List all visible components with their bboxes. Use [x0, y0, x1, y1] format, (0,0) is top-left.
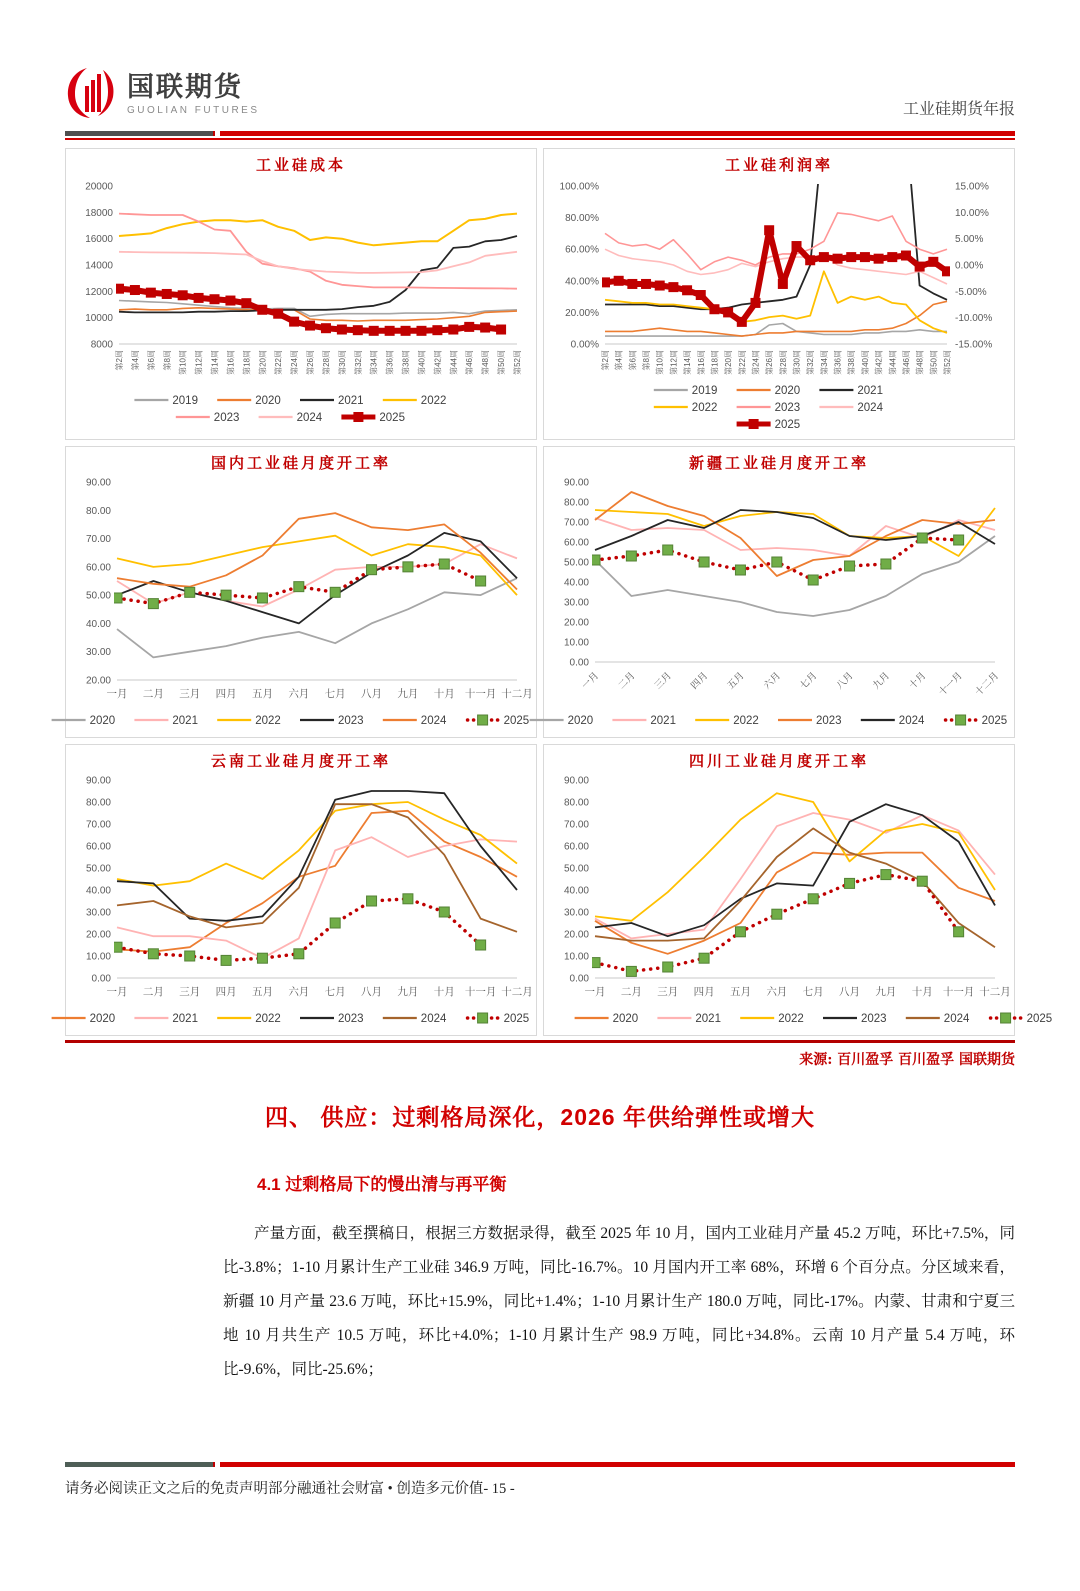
svg-text:四月: 四月	[688, 670, 711, 692]
svg-text:二月: 二月	[620, 986, 642, 998]
svg-text:90.00: 90.00	[85, 477, 111, 489]
svg-text:三月: 三月	[657, 986, 679, 998]
svg-text:六月: 六月	[288, 688, 310, 700]
svg-text:十二月: 十二月	[501, 688, 533, 700]
svg-text:九月: 九月	[397, 986, 419, 998]
svg-text:2023: 2023	[861, 1013, 887, 1025]
svg-text:2021: 2021	[338, 395, 364, 407]
svg-text:2022: 2022	[691, 402, 718, 414]
svg-text:20.00: 20.00	[563, 617, 589, 629]
svg-text:60.00: 60.00	[563, 841, 589, 853]
chart-title-xinjiang-rate: 新疆工业硅月度开工率	[688, 454, 869, 472]
svg-text:50.00: 50.00	[563, 863, 589, 875]
footer-rule	[65, 1462, 1015, 1467]
svg-text:12000: 12000	[85, 286, 113, 298]
svg-text:2025: 2025	[379, 412, 405, 424]
svg-text:0.00%: 0.00%	[570, 339, 599, 351]
svg-text:第32周: 第32周	[806, 350, 816, 375]
svg-text:第24周: 第24周	[290, 350, 300, 375]
svg-text:10.00: 10.00	[85, 951, 111, 963]
svg-text:80.00: 80.00	[563, 497, 589, 509]
profit-chart-canvas	[547, 176, 1009, 430]
svg-text:30.00: 30.00	[563, 907, 589, 919]
svg-text:七月: 七月	[802, 986, 824, 998]
logo-name-cn: 国联期货	[127, 71, 243, 102]
svg-text:2022: 2022	[255, 1013, 281, 1025]
svg-text:2022: 2022	[255, 715, 281, 727]
svg-text:第36周: 第36周	[833, 350, 843, 375]
svg-text:十一月: 十一月	[464, 688, 497, 700]
yunnan-rate-chart-canvas	[69, 772, 531, 1026]
svg-text:第50周: 第50周	[929, 350, 939, 375]
svg-text:七月: 七月	[324, 986, 346, 998]
svg-text:2023: 2023	[338, 1013, 364, 1025]
svg-text:2022: 2022	[420, 395, 447, 407]
svg-text:0.00: 0.00	[569, 657, 589, 669]
svg-text:第26周: 第26周	[306, 350, 316, 375]
svg-text:四月: 四月	[693, 986, 715, 998]
footer-disclaimer: 请务必阅读正文之后的免责声明部分	[65, 1481, 297, 1497]
svg-text:2024: 2024	[898, 715, 925, 727]
svg-text:一月: 一月	[579, 670, 602, 692]
svg-text:第14周: 第14周	[210, 350, 220, 375]
svg-text:90.00: 90.00	[563, 477, 589, 489]
svg-text:第44周: 第44周	[449, 350, 459, 375]
svg-text:第32周: 第32周	[353, 350, 363, 375]
svg-text:0.00%: 0.00%	[955, 260, 984, 272]
svg-text:第34周: 第34周	[369, 350, 379, 375]
svg-text:第12周: 第12周	[669, 350, 679, 375]
svg-text:第26周: 第26周	[765, 350, 775, 375]
svg-text:第28周: 第28周	[321, 350, 331, 375]
svg-text:四月: 四月	[215, 688, 237, 700]
svg-text:60.00: 60.00	[563, 537, 589, 549]
svg-text:八月: 八月	[361, 688, 383, 700]
svg-text:2023: 2023	[816, 715, 842, 727]
svg-text:一月: 一月	[584, 986, 606, 998]
footer-text	[65, 1477, 1015, 1498]
guolian-flame-icon	[65, 64, 117, 125]
svg-text:四月: 四月	[215, 986, 237, 998]
svg-text:十二月: 十二月	[501, 986, 533, 998]
svg-text:第42周: 第42周	[874, 350, 884, 375]
svg-text:十一月: 十一月	[936, 670, 965, 699]
svg-text:五月: 五月	[251, 986, 273, 998]
svg-text:第24周: 第24周	[751, 350, 761, 375]
svg-text:五月: 五月	[725, 670, 747, 692]
svg-text:第30周: 第30周	[792, 350, 802, 375]
svg-text:2020: 2020	[567, 715, 594, 727]
svg-text:2021: 2021	[857, 385, 883, 397]
svg-text:-5.00%: -5.00%	[955, 286, 987, 298]
svg-text:第14周: 第14周	[683, 350, 693, 375]
svg-text:2025: 2025	[774, 419, 801, 431]
svg-text:第48周: 第48周	[481, 350, 491, 375]
section-subheading: 4.1 过剩格局下的慢出清与再平衡	[257, 1175, 507, 1194]
chart-title-domestic-rate: 国内工业硅月度开工率	[210, 454, 391, 472]
svg-text:第52周: 第52周	[943, 350, 952, 375]
svg-text:六月: 六月	[761, 670, 783, 692]
svg-text:100.00%: 100.00%	[559, 181, 599, 193]
svg-text:2020: 2020	[89, 715, 116, 727]
svg-text:第38周: 第38周	[401, 350, 411, 375]
svg-text:70.00: 70.00	[85, 819, 111, 831]
chart-panel-profit	[543, 148, 1015, 440]
svg-text:-15.00%: -15.00%	[955, 339, 993, 351]
svg-text:三月: 三月	[179, 986, 201, 998]
svg-text:20.00: 20.00	[85, 929, 111, 941]
svg-text:第8周: 第8周	[642, 350, 652, 371]
svg-text:三月: 三月	[652, 670, 674, 692]
cost-chart-canvas	[69, 176, 531, 430]
svg-text:40.00: 40.00	[563, 577, 589, 589]
svg-text:九月: 九月	[870, 670, 893, 692]
svg-text:2024: 2024	[420, 1013, 447, 1025]
header-rule-thin	[65, 138, 1015, 140]
svg-text:第22周: 第22周	[737, 350, 747, 375]
chart-panel-yunnan-rate	[65, 744, 537, 1036]
svg-text:第4周: 第4周	[614, 350, 624, 371]
svg-text:0.00: 0.00	[91, 973, 111, 985]
svg-text:2021: 2021	[172, 1013, 198, 1025]
svg-text:2024: 2024	[857, 402, 883, 414]
svg-text:2025: 2025	[503, 1013, 530, 1025]
svg-text:60.00: 60.00	[85, 841, 111, 853]
svg-text:八月: 八月	[839, 986, 861, 998]
svg-text:第10周: 第10周	[178, 350, 188, 375]
charts-grid	[65, 148, 1053, 1036]
svg-text:2019: 2019	[691, 385, 718, 397]
svg-text:18000: 18000	[85, 207, 113, 219]
svg-text:70.00: 70.00	[85, 534, 111, 546]
body-paragraph: 产量方面，截至撰稿日，根据三方数据录得，截至 2025 年 10 月，国内工业硅月产量 45.2 万吨，环比+7.5%，同比-3.8%；1-10 月累计生产工业硅 346.9 万吨，同比-16.7%。10 月国内开工率 68%，环增 6 个百分点。分区域来看，新疆 10 月产量 23.6 万吨，环比+15.9%，同比+1.4%；1-10 月累计生产 180.0 万吨，同比-17%。内蒙、甘肃和宁夏三地 10 月共生产 10.5 万吨，环比+4.0%；1-10 月累计生产 98.9 万吨，同比+34.8%。云南 10 月产量 5.4 万吨，环比-9.6%，同比-25.6%；	[223, 1225, 1015, 1378]
svg-text:20.00: 20.00	[563, 929, 589, 941]
svg-text:60.00%: 60.00%	[565, 244, 599, 256]
domestic-rate-chart-canvas	[69, 474, 531, 728]
svg-text:五月: 五月	[251, 688, 273, 700]
svg-text:十月: 十月	[911, 986, 933, 998]
svg-text:十一月: 十一月	[464, 986, 497, 998]
svg-text:10000: 10000	[85, 313, 113, 325]
svg-text:8000: 8000	[90, 339, 113, 351]
svg-text:六月: 六月	[766, 986, 788, 998]
logo-text	[127, 71, 260, 116]
svg-text:40.00: 40.00	[563, 885, 589, 897]
svg-text:2020: 2020	[255, 395, 281, 407]
chart-panel-sichuan-rate	[543, 744, 1053, 1036]
svg-text:2024: 2024	[296, 412, 323, 424]
svg-text:第4周: 第4周	[130, 350, 140, 371]
svg-text:2021: 2021	[172, 715, 198, 727]
svg-text:15.00%: 15.00%	[955, 181, 989, 193]
section-heading: 四、 供应：过剩格局深化，2026 年供给弹性或增大	[265, 1104, 815, 1130]
svg-text:70.00: 70.00	[563, 517, 589, 529]
svg-text:16000: 16000	[85, 234, 113, 246]
svg-text:2025: 2025	[981, 715, 1008, 727]
svg-text:0.00: 0.00	[569, 973, 589, 985]
svg-text:第6周: 第6周	[628, 350, 638, 371]
svg-text:第18周: 第18周	[242, 350, 252, 375]
svg-text:2020: 2020	[774, 385, 801, 397]
svg-text:第16周: 第16周	[696, 350, 706, 375]
svg-text:第40周: 第40周	[860, 350, 870, 375]
svg-text:第16周: 第16周	[226, 350, 236, 375]
svg-text:80.00: 80.00	[85, 797, 111, 809]
svg-text:20.00: 20.00	[85, 675, 111, 687]
section-separator	[65, 1040, 1015, 1043]
svg-text:九月: 九月	[875, 986, 897, 998]
svg-text:50.00: 50.00	[563, 557, 589, 569]
svg-text:10.00%: 10.00%	[955, 207, 989, 219]
footer-page-number: - 15 -	[483, 1481, 515, 1497]
svg-text:2024: 2024	[943, 1013, 970, 1025]
svg-text:2025: 2025	[503, 715, 530, 727]
svg-text:十月: 十月	[433, 986, 455, 998]
svg-text:第18周: 第18周	[710, 350, 720, 375]
svg-text:十二月: 十二月	[979, 986, 1011, 998]
svg-text:第2周: 第2周	[601, 350, 610, 371]
svg-text:90.00: 90.00	[563, 775, 589, 787]
svg-text:六月: 六月	[288, 986, 310, 998]
svg-text:2021: 2021	[695, 1013, 721, 1025]
svg-text:十一月: 十一月	[942, 986, 975, 998]
svg-text:2023: 2023	[213, 412, 240, 424]
svg-text:第38周: 第38周	[847, 350, 857, 375]
svg-text:第22周: 第22周	[274, 350, 284, 375]
sichuan-rate-chart-canvas	[547, 772, 1053, 1026]
xinjiang-rate-chart-canvas	[547, 474, 1009, 728]
svg-text:70.00: 70.00	[563, 819, 589, 831]
svg-text:2022: 2022	[733, 715, 759, 727]
svg-text:十二月: 十二月	[973, 670, 1002, 699]
chart-title-profit: 工业硅利润率	[724, 156, 833, 174]
svg-text:第30周: 第30周	[337, 350, 347, 375]
svg-text:五月: 五月	[729, 986, 751, 998]
svg-text:一月: 一月	[106, 986, 128, 998]
svg-text:30.00: 30.00	[85, 647, 111, 659]
svg-text:30.00: 30.00	[85, 907, 111, 919]
svg-text:第46周: 第46周	[901, 350, 911, 375]
svg-text:第10周: 第10周	[655, 350, 665, 375]
report-title: 工业硅期货年报	[902, 101, 1015, 118]
company-logo	[65, 64, 260, 125]
svg-text:七月: 七月	[798, 670, 820, 692]
svg-text:第34周: 第34周	[819, 350, 829, 375]
logo-name-en: GUOLIAN FUTURES	[127, 104, 260, 116]
svg-text:第52周: 第52周	[513, 350, 522, 375]
svg-text:第28周: 第28周	[778, 350, 788, 375]
svg-text:80.00: 80.00	[563, 797, 589, 809]
svg-text:2022: 2022	[778, 1013, 804, 1025]
header-rule	[65, 131, 1015, 136]
svg-text:10.00: 10.00	[563, 637, 589, 649]
svg-text:二月: 二月	[142, 986, 164, 998]
svg-text:八月: 八月	[834, 670, 856, 692]
report-page	[0, 64, 1080, 1497]
svg-text:40.00: 40.00	[85, 885, 111, 897]
chart-panel-domestic-rate	[65, 446, 537, 738]
svg-text:2023: 2023	[774, 402, 801, 414]
svg-text:2020: 2020	[89, 1013, 116, 1025]
svg-text:二月: 二月	[142, 688, 164, 700]
svg-text:2019: 2019	[172, 395, 198, 407]
svg-text:第44周: 第44周	[888, 350, 898, 375]
svg-text:60.00: 60.00	[85, 562, 111, 574]
svg-text:七月: 七月	[324, 688, 346, 700]
svg-text:-10.00%: -10.00%	[955, 313, 993, 325]
svg-text:50.00: 50.00	[85, 590, 111, 602]
svg-text:第50周: 第50周	[497, 350, 507, 375]
svg-text:第20周: 第20周	[724, 350, 734, 375]
svg-text:20.00%: 20.00%	[565, 307, 599, 319]
svg-text:2020: 2020	[612, 1013, 639, 1025]
svg-text:第2周: 第2周	[115, 350, 124, 371]
svg-text:一月: 一月	[106, 688, 128, 700]
svg-text:第42周: 第42周	[433, 350, 443, 375]
svg-text:九月: 九月	[397, 688, 419, 700]
svg-text:50.00: 50.00	[85, 863, 111, 875]
svg-text:30.00: 30.00	[563, 597, 589, 609]
svg-text:80.00%: 80.00%	[565, 213, 599, 225]
footer-slogan: 融通社会财富 • 创造多元价值	[297, 1481, 484, 1497]
source-note: 来源: 百川盈孚 百川盈孚 国联期货	[799, 1052, 1015, 1068]
svg-text:第48周: 第48周	[915, 350, 925, 375]
svg-text:十月: 十月	[907, 670, 929, 692]
svg-text:90.00: 90.00	[85, 775, 111, 787]
svg-text:2025: 2025	[1026, 1013, 1053, 1025]
page-footer	[65, 1462, 1015, 1498]
svg-text:十月: 十月	[433, 688, 455, 700]
svg-text:八月: 八月	[361, 986, 383, 998]
svg-text:第46周: 第46周	[465, 350, 475, 375]
svg-text:20000: 20000	[85, 181, 113, 193]
svg-text:三月: 三月	[179, 688, 201, 700]
svg-text:二月: 二月	[616, 670, 638, 692]
svg-text:5.00%: 5.00%	[955, 234, 984, 246]
chart-panel-cost	[65, 148, 537, 440]
svg-text:第12周: 第12周	[194, 350, 204, 375]
svg-text:第40周: 第40周	[417, 350, 427, 375]
svg-text:第8周: 第8周	[162, 350, 172, 371]
svg-text:第20周: 第20周	[258, 350, 268, 375]
svg-text:14000: 14000	[85, 260, 113, 272]
chart-panel-xinjiang-rate	[543, 446, 1015, 738]
chart-title-cost: 工业硅成本	[255, 156, 346, 174]
svg-text:40.00%: 40.00%	[565, 276, 599, 288]
svg-text:2023: 2023	[338, 715, 364, 727]
svg-text:2024: 2024	[420, 715, 447, 727]
svg-text:第6周: 第6周	[146, 350, 156, 371]
svg-text:40.00: 40.00	[85, 618, 111, 630]
svg-text:10.00: 10.00	[563, 951, 589, 963]
chart-title-yunnan-rate: 云南工业硅月度开工率	[210, 752, 391, 770]
svg-text:2021: 2021	[650, 715, 676, 727]
chart-title-sichuan-rate: 四川工业硅月度开工率	[688, 752, 869, 770]
page-header	[65, 64, 1015, 125]
svg-text:80.00: 80.00	[85, 505, 111, 517]
svg-text:第36周: 第36周	[385, 350, 395, 375]
